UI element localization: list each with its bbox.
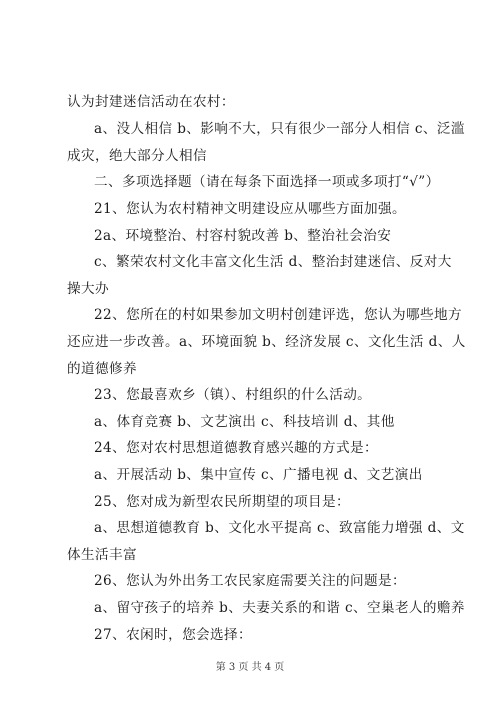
text-line: 2a、环境整治、村容村貌改善 b、整治社会治安 <box>94 228 392 244</box>
section-heading: 二、多项选择题（请在每条下面选择一项或多项打“√”） <box>94 174 440 190</box>
text-line: 认为封建迷信活动在农村： <box>67 94 235 110</box>
question-24: 24、您对农村思想道德教育感兴趣的方式是： <box>94 440 378 456</box>
text-line: a、思想道德教育 b、文化水平提高 c、致富能力增强 d、文 <box>94 520 465 536</box>
question-22: 22、您所在的村如果参加文明村创建评选，您认为哪些地方 <box>94 307 462 323</box>
text-line: c、繁荣农村文化丰富文化生活 d、整治封建迷信、反对大 <box>94 254 452 270</box>
question-21: 21、您认为农村精神文明建设应从哪些方面加强。 <box>94 201 406 217</box>
text-line: 的道德修养 <box>67 361 137 377</box>
text-line: 成灾，绝大部分人相信 <box>67 148 207 164</box>
text-line: a、留守孩子的培养 b、夫妻关系的和谐 c、空巢老人的赡养 <box>94 600 465 616</box>
question-26: 26、您认为外出务工农民家庭需要关注的问题是： <box>94 573 406 589</box>
text-line: a、没人相信 b、影响不大，只有很少一部分人相信 c、泛滥 <box>94 121 465 137</box>
text-line: 操大办 <box>67 281 109 297</box>
text-line: a、开展活动 b、集中宣传 c、广播电视 d、文艺演出 <box>94 467 423 483</box>
question-25: 25、您对成为新型农民所期望的项目是： <box>94 494 350 510</box>
text-line: 还应进一步改善。a、环境面貌 b、经济发展 c、文化生活 d、人 <box>67 334 466 350</box>
text-line: a、体育竞赛 b、文艺演出 c、科技培训 d、其他 <box>94 414 395 430</box>
page-number: 第 3 页 共 4 页 <box>215 662 285 673</box>
question-23: 23、您最喜欢乡（镇）、村组织的什么活动。 <box>94 387 372 403</box>
question-27: 27、农闲时，您会选择： <box>94 627 253 643</box>
text-line: 体生活丰富 <box>67 547 137 563</box>
